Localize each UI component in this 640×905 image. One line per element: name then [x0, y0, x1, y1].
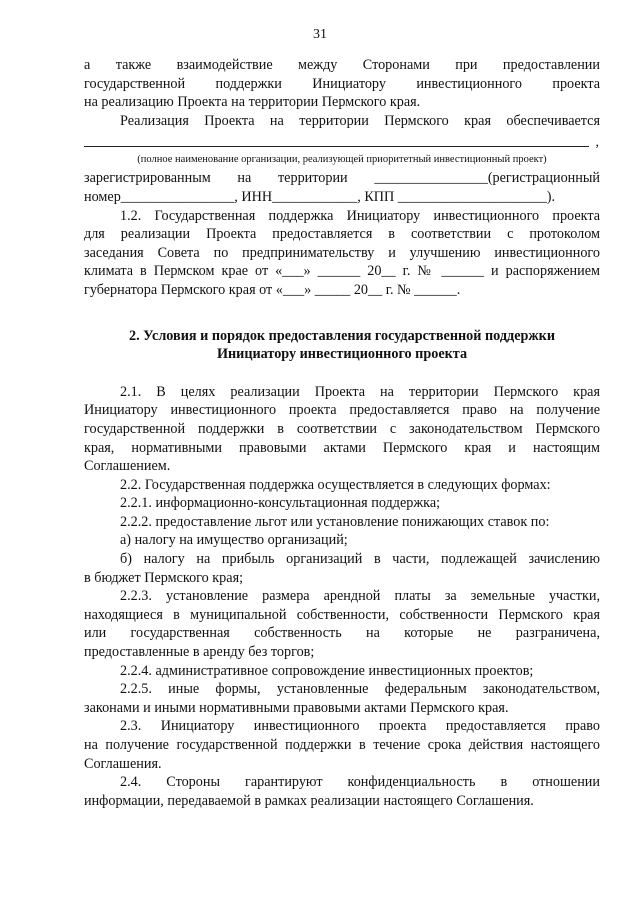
text-line: Реализация Проекта на территории Пермского края обеспечивается: [120, 112, 600, 129]
text-line: климата в Пермском крае от «___» ______ 20__ г. № ______ и распоряжением: [84, 263, 600, 280]
paragraph-2-2-4: 2.2.4. административное сопровождение инвестиционных проектов;: [120, 662, 534, 679]
text-line: заседания Совета по предпринимательству и улучшению инвестиционного: [84, 244, 600, 261]
text-line: номер________________, ИНН____________, КПП _____________________).: [84, 188, 556, 205]
section-2-heading: [84, 327, 600, 364]
paragraph-2-2-2: 2.2.2. предоставление льгот или установление понижающих ставок по:: [120, 513, 550, 530]
heading-line: 2. Условия и порядок предоставления государственной поддержки: [128, 327, 556, 344]
text-line: 2.2.5. иные формы, установленные федеральным законодательством,: [120, 681, 600, 698]
paragraph-2-3: [84, 717, 600, 773]
text-line: государственной поддержки Инициатору инвестиционного проекта: [84, 75, 600, 92]
text-line: Инициатору инвестиционного проекта предоставляется право на получение: [84, 402, 600, 419]
organization-name-blank: [84, 135, 599, 151]
text-line: предоставленные в аренду без торгов;: [84, 644, 315, 661]
text-line: на получение государственной поддержки в течение срока действия настоящего: [84, 737, 600, 753]
heading-line: Инициатору инвестиционного проекта: [216, 346, 468, 363]
text-line: зарегистрированным на территории ________________(регистрационный: [84, 170, 600, 187]
paragraph-2-1: [84, 383, 600, 476]
text-line: 1.2. Государственная поддержка Инициатору инвестиционного проекта: [120, 207, 600, 224]
page-number: 31: [313, 27, 327, 42]
text-line: 2.3. Инициатору инвестиционного проекта предоставляется право: [120, 718, 600, 735]
text-line: Соглашения.: [84, 755, 162, 772]
paragraph-1-2: [84, 207, 600, 300]
text-line: губернатора Пермского края от «___» _____ 20__ г. № ______.: [84, 281, 461, 298]
text-line: 2.2.3. установление размера арендной платы за земельные участки,: [120, 588, 600, 605]
paragraph-2-2-5: [84, 680, 600, 717]
blank-caption: (полное наименование организации, реализующей приоритетный инвестиционный проект): [137, 154, 547, 166]
paragraph-2-2: 2.2. Государственная поддержка осуществляется в следующих формах:: [120, 476, 551, 493]
text-line: б) налогу на прибыль организаций в части, подлежащей зачислению: [120, 551, 600, 568]
text-line: для реализации Проекта предоставляется в соответствии с протоколом: [84, 226, 600, 243]
text-line: находящиеся в муниципальной собственности, собственности Пермского края: [84, 606, 600, 623]
text-line: на реализацию Проекта на территории Пермского края.: [84, 94, 421, 111]
text-line: 2.4. Стороны гарантируют конфиденциальность в отношении: [120, 774, 600, 791]
text-line: информации, передаваемой в рамках реализации настоящего Соглашения.: [84, 792, 534, 809]
text-line: края, нормативными правовыми актами Пермского края и настоящим: [84, 439, 600, 456]
text-line: законами и иными нормативными правовыми актами Пермского края.: [84, 699, 509, 716]
paragraph-2-2-2-b: [84, 550, 600, 587]
paragraph-2-2-2-a: а) налогу на имущество организаций;: [120, 532, 348, 549]
realization-paragraph: [84, 112, 600, 207]
paragraph-2-2-1: 2.2.1. информационно-консультационная поддержка;: [120, 495, 441, 512]
text-line: в бюджет Пермского края;: [84, 569, 244, 586]
intro-paragraph: [84, 56, 600, 112]
paragraph-2-2-3: [84, 587, 600, 661]
text-line: 2.1. В целях реализации Проекта на территории Пермского края: [120, 383, 600, 400]
text-line: а также взаимодействие между Сторонами при предоставлении: [84, 57, 600, 73]
text-line: или государственная собственность на которые не разграничена,: [84, 625, 600, 642]
paragraph-2-4: [84, 773, 600, 810]
text-line: Соглашением.: [84, 458, 171, 475]
text-line: государственной поддержки в соответствии с законодательством Пермского: [84, 420, 600, 437]
document-body: [84, 56, 600, 810]
blank-comma: ,: [595, 135, 599, 151]
